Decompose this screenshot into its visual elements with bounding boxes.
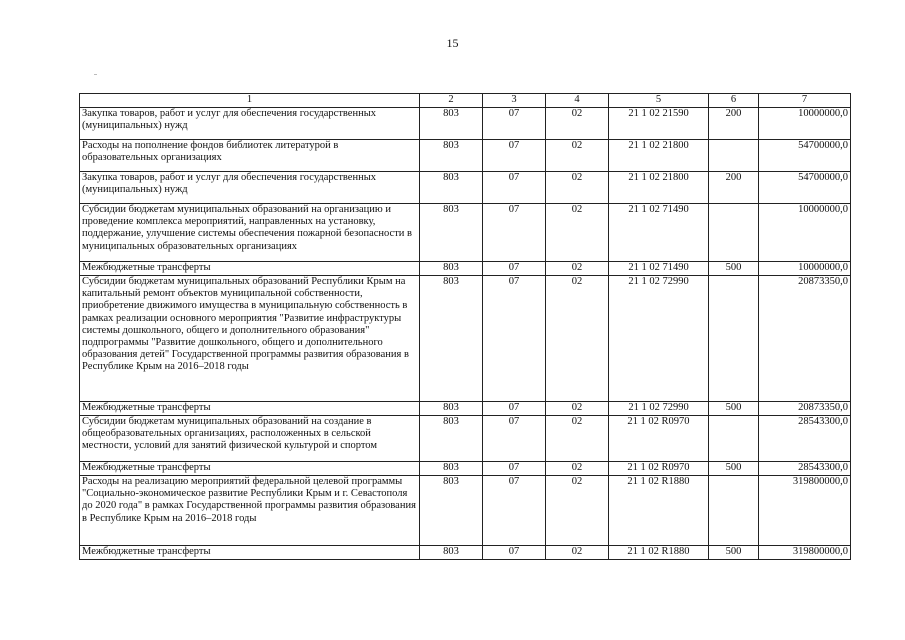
row-target-article: 21 1 02 21800: [609, 140, 709, 172]
row-target-article: 21 1 02 71490: [609, 204, 709, 262]
table-row: [80, 476, 851, 546]
scan-mark: [94, 74, 97, 75]
row-target-article: 21 1 02 R0970: [609, 462, 709, 476]
row-amount: 28543300,0: [759, 462, 851, 476]
row-subsection-code: 02: [546, 476, 609, 546]
table-row: [80, 402, 851, 416]
page-number: 15: [446, 36, 459, 50]
row-section-code: 07: [483, 462, 546, 476]
row-section-code: 07: [483, 172, 546, 204]
row-expense-type: [709, 416, 759, 462]
row-amount: 54700000,0: [759, 172, 851, 204]
row-amount: 10000000,0: [759, 204, 851, 262]
budget-table: [79, 93, 851, 560]
row-subsection-code: 02: [546, 108, 609, 140]
row-ministry-code: 803: [420, 462, 483, 476]
column-header: 3: [483, 94, 546, 108]
row-section-code: 07: [483, 276, 546, 402]
row-description: Расходы на пополнение фондов библиотек литературой в образовательных организациях: [80, 140, 420, 172]
table-row: [80, 262, 851, 276]
column-header: 7: [759, 94, 851, 108]
column-header: 5: [609, 94, 709, 108]
table-row: [80, 204, 851, 262]
row-ministry-code: 803: [420, 546, 483, 560]
table-row: [80, 172, 851, 204]
row-expense-type: [709, 204, 759, 262]
row-subsection-code: 02: [546, 276, 609, 402]
row-expense-type: 500: [709, 546, 759, 560]
row-ministry-code: 803: [420, 476, 483, 546]
row-target-article: 21 1 02 R1880: [609, 476, 709, 546]
row-ministry-code: 803: [420, 402, 483, 416]
row-ministry-code: 803: [420, 416, 483, 462]
row-section-code: 07: [483, 546, 546, 560]
row-subsection-code: 02: [546, 462, 609, 476]
row-description: Расходы на реализацию мероприятий федеральной целевой программы "Социально-экономическое развитие Республики Крым и г. Севастополя до 2020 года" в рамках Государственной программы развития образования в Республике Крым на 2016–2018 годы: [80, 476, 420, 546]
table-row: [80, 462, 851, 476]
row-expense-type: [709, 276, 759, 402]
row-description: Межбюджетные трансферты: [80, 402, 420, 416]
table-row: [80, 140, 851, 172]
row-target-article: 21 1 02 71490: [609, 262, 709, 276]
row-ministry-code: 803: [420, 262, 483, 276]
row-target-article: 21 1 02 R1880: [609, 546, 709, 560]
column-header: 2: [420, 94, 483, 108]
row-section-code: 07: [483, 204, 546, 262]
row-section-code: 07: [483, 108, 546, 140]
row-expense-type: [709, 476, 759, 546]
row-amount: 10000000,0: [759, 108, 851, 140]
row-description: Субсидии бюджетам муниципальных образований на организацию и проведение комплекса мероприятий, направленных на установку, поддержание, улучшение системы обеспечения пожарной безопасности в муниципальных образовательных организациях: [80, 204, 420, 262]
table-row: [80, 276, 851, 402]
row-ministry-code: 803: [420, 108, 483, 140]
row-target-article: 21 1 02 21800: [609, 172, 709, 204]
row-amount: 10000000,0: [759, 262, 851, 276]
row-subsection-code: 02: [546, 262, 609, 276]
row-target-article: 21 1 02 R0970: [609, 416, 709, 462]
row-amount: 20873350,0: [759, 276, 851, 402]
row-expense-type: 500: [709, 262, 759, 276]
row-subsection-code: 02: [546, 416, 609, 462]
row-ministry-code: 803: [420, 276, 483, 402]
row-description: Субсидии бюджетам муниципальных образований Республики Крым на капитальный ремонт объектов муниципальной собственности, приобретение движимого имущества в муниципальную собственность в рамках реализации основного мероприятия "Развитие инфраструктуры системы дошкольного, общего и дополнительного образования" подпрограммы "Развитие дошкольного, общего и дополнительного образования детей" Государственной программы развития образования в Республике Крым на 2016–2018 годы: [80, 276, 420, 402]
row-section-code: 07: [483, 262, 546, 276]
row-ministry-code: 803: [420, 172, 483, 204]
table-row: [80, 416, 851, 462]
row-description: Субсидии бюджетам муниципальных образований на создание в общеобразовательных организациях, расположенных в сельской местности, условий для занятий физической культурой и спортом: [80, 416, 420, 462]
column-header: 6: [709, 94, 759, 108]
row-ministry-code: 803: [420, 140, 483, 172]
row-section-code: 07: [483, 416, 546, 462]
row-expense-type: 500: [709, 402, 759, 416]
row-section-code: 07: [483, 476, 546, 546]
row-subsection-code: 02: [546, 204, 609, 262]
row-expense-type: 200: [709, 108, 759, 140]
row-amount: 20873350,0: [759, 402, 851, 416]
row-subsection-code: 02: [546, 546, 609, 560]
row-amount: 28543300,0: [759, 416, 851, 462]
row-subsection-code: 02: [546, 402, 609, 416]
row-amount: 319800000,0: [759, 546, 851, 560]
row-expense-type: 500: [709, 462, 759, 476]
row-target-article: 21 1 02 21590: [609, 108, 709, 140]
row-amount: 319800000,0: [759, 476, 851, 546]
row-expense-type: [709, 140, 759, 172]
row-description: Межбюджетные трансферты: [80, 262, 420, 276]
row-description: Межбюджетные трансферты: [80, 546, 420, 560]
row-description: Закупка товаров, работ и услуг для обеспечения государственных (муниципальных) нужд: [80, 172, 420, 204]
row-subsection-code: 02: [546, 172, 609, 204]
table-row: [80, 108, 851, 140]
column-header: 4: [546, 94, 609, 108]
row-expense-type: 200: [709, 172, 759, 204]
table-header-row: [80, 94, 851, 108]
row-subsection-code: 02: [546, 140, 609, 172]
column-header: 1: [80, 94, 420, 108]
row-ministry-code: 803: [420, 204, 483, 262]
table-row: [80, 546, 851, 560]
row-target-article: 21 1 02 72990: [609, 276, 709, 402]
row-section-code: 07: [483, 402, 546, 416]
row-description: Закупка товаров, работ и услуг для обеспечения государственных (муниципальных) нужд: [80, 108, 420, 140]
row-amount: 54700000,0: [759, 140, 851, 172]
row-description: Межбюджетные трансферты: [80, 462, 420, 476]
row-target-article: 21 1 02 72990: [609, 402, 709, 416]
row-section-code: 07: [483, 140, 546, 172]
